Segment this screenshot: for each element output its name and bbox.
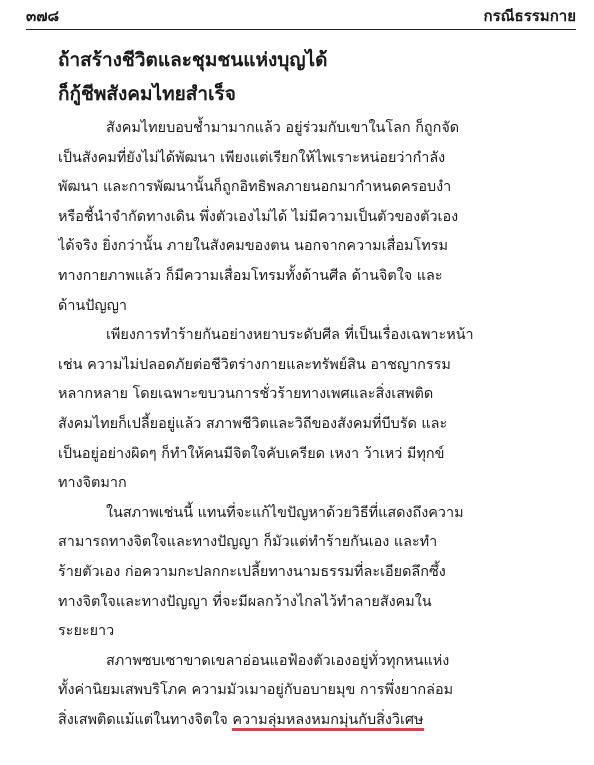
paragraph-line: หลากหลาย โดยเฉพาะขบวนการชั่วร้ายทางเพศและสิ่งเสพติด <box>58 386 434 403</box>
paragraph-line: ร้ายตัวเอง ก่อความกะปลกกะเปลี้ยทางนามธรรมที่ละเอียดลึกซึ้ง <box>58 563 446 580</box>
paragraph-line: สังคมไทยบอบช้ำมามากแล้ว อยู่ร่วมกับเขาในโลก ก็ถูกจัด <box>106 120 460 136</box>
paragraph-line: เช่น ความไม่ปลอดภัยต่อชีวิตร่างกายและทรัพย์สิน อาชญากรรม <box>58 356 451 373</box>
paragraph-line: ด้านปัญญา <box>58 297 128 314</box>
paragraph-line: ทางจิตใจและทางปัญญา ที่จะมีผลกว้างไกลไว้ทำลายสังคมใน <box>58 593 432 610</box>
paragraph-line: หรือชี้นำจำกัดทางเดิน พึ่งตัวเองไม่ได้ ไม่มีความเป็นตัวของตัวเอง <box>58 208 459 225</box>
paragraph-line: ทางจิตมาก <box>58 475 127 492</box>
paragraph-line: พัฒนา และการพัฒนานั้นก็ถูกอิทธิพลภายนอกมากำหนดครอบงำ <box>58 179 452 196</box>
paragraph-line: ทางกายภาพแล้ว ก็มีความเสื่อมโทรมทั้งด้านศีล ด้านจิตใจ และ <box>58 267 443 284</box>
paragraph-line: สามารถทางจิตใจและทางปัญญา ก็มัวแต่ทำร้ายกันเอง และทำ <box>58 534 438 551</box>
paragraph-line: ทั้งค่านิยมเสพบริโภค ความมัวเมาอยู่กับอบายมุข การพึ่งยากล่อม <box>58 682 454 699</box>
section-title-line-1: ถ้าสร้างชีวิตและชุมชนแห่งบุญได้ <box>58 49 328 71</box>
last-line-plain: สิ่งเสพติดแม้แต่ในทางจิตใจ <box>58 711 233 728</box>
body-text <box>58 114 548 735</box>
last-line <box>58 706 548 736</box>
running-title: กรณีธรรมกาย <box>483 7 576 25</box>
paragraph-line: เพียงการทำร้ายกันอย่างหยาบระดับศีล ที่เป็นเรื่องเฉพาะหน้า <box>106 327 474 344</box>
paragraph-line: เป็นสังคมที่ยังไม่ได้พัฒนา เพียงแต่เรียกให้ไพเราะหน่อยว่ากำลัง <box>58 149 446 166</box>
section-title <box>58 43 558 111</box>
section-title-line-2: ก็กู้ชีพสังคมไทยสำเร็จ <box>58 83 236 105</box>
paragraph-line: ได้จริง ยิ่งกว่านั้น ภายในสังคมของตน นอกจากความเสื่อมโทรม <box>58 238 448 255</box>
paragraph-line: ในสภาพเช่นนี้ แทนที่จะแก้ไขปัญหาด้วยวิธีที่แสดงถึงความ <box>106 504 464 521</box>
paragraph-line: สังคมไทยก็เปลี้ยอยู่แล้ว สภาพชีวิตและวิถีของสังคมที่บีบรัด และ <box>58 415 448 432</box>
highlighted-phrase: ความลุ่มหลงหมกมุ่นกับสิ่งวิเศษ <box>232 712 423 731</box>
page-number: ๓๗๘ <box>26 7 60 25</box>
paragraph-line: ระยะยาว <box>58 623 115 640</box>
paragraph-line: เป็นอยู่อย่างผิดๆ ก็ทำให้คนมีจิตใจคับเครียด เหงา ว้าเหว่ มีทุกข์ <box>58 445 445 462</box>
page-header <box>26 4 576 28</box>
paragraph-line: สภาพซบเซาขาดเขลาอ่อนแอฟ้องตัวเองอยู่ทั่วทุกหนแห่ง <box>106 652 450 669</box>
header-rule <box>26 29 576 30</box>
